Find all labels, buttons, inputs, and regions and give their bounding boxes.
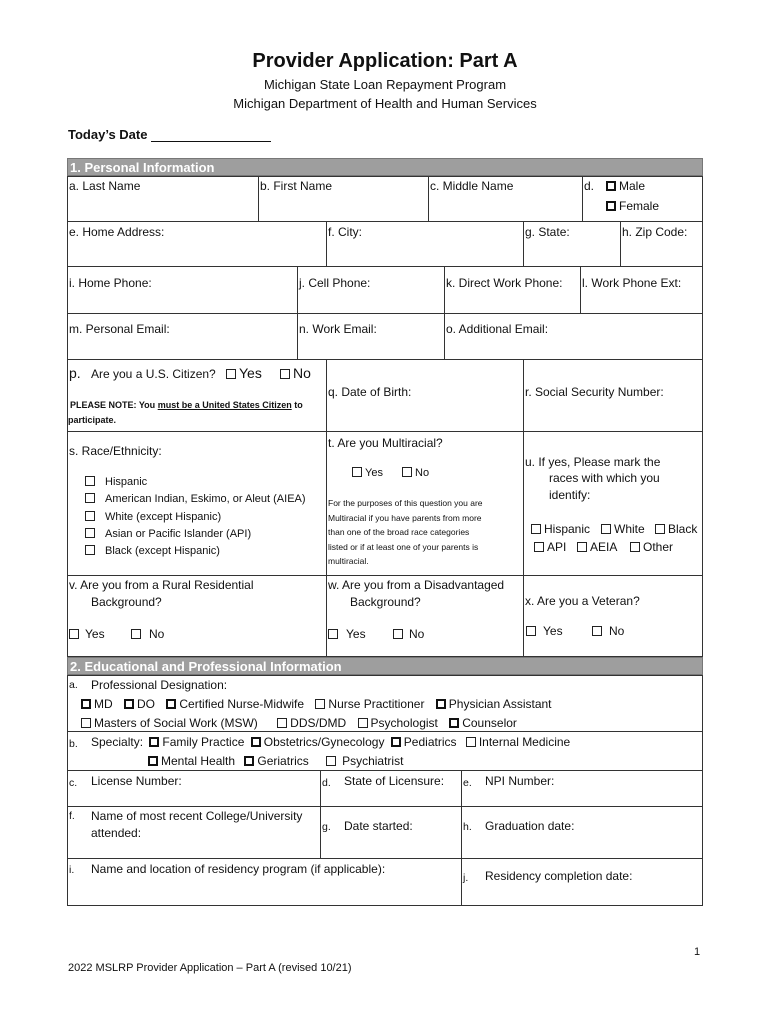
middle-name-field[interactable]: c. Middle Name [428,176,583,222]
designation-psychologist-option[interactable]: Psychologist [358,716,438,730]
race-hispanic-option[interactable]: Hispanic [85,476,147,488]
state-of-licensure-field[interactable]: d. State of Licensure: [320,770,462,807]
female-checkbox[interactable] [606,201,616,211]
veteran-field: x. Are you a Veteran? Yes No [523,575,703,657]
veteran-no-option[interactable]: No [592,624,624,638]
designation-do-option[interactable]: DO [124,697,155,711]
todays-date-label: Today’s Date [68,127,148,142]
male-option[interactable]: Male [606,179,645,193]
specialty-obgyn-option[interactable]: Obstetrics/Gynecology [251,735,385,749]
todays-date-blank[interactable] [151,129,271,142]
first-name-field[interactable]: b. First Name [258,176,429,222]
cell-phone-field[interactable]: j. Cell Phone: [297,266,445,314]
designation-dds-option[interactable]: DDS/DMD [277,716,346,730]
zip-code-field[interactable]: h. Zip Code: [620,221,703,267]
race-white-option[interactable]: White (except Hispanic) [85,511,221,523]
designation-cnm-option[interactable]: Certified Nurse-Midwife [166,697,304,711]
male-checkbox[interactable] [606,181,616,191]
page-title: Provider Application: Part A [252,50,518,72]
multiracial-yes-option[interactable]: Yes [352,467,383,479]
designation-np-option[interactable]: Nurse Practitioner [315,697,424,711]
page-number: 1 [694,946,701,958]
npi-number-field[interactable]: e. NPI Number: [461,770,703,807]
college-field[interactable]: f. Name of most recent College/University attended: [67,806,321,859]
gender-field: d. Male Female [582,176,703,222]
specialty-geriatrics-option[interactable]: Geriatrics [244,754,308,768]
identify-races-field: u. If yes, Please mark the races with which you identify: Hispanic White Black API AEIA Other [523,431,703,576]
designation-msw-option[interactable]: Masters of Social Work (MSW) [81,716,258,730]
rural-background-field: v. Are you from a Rural Residential Background? Yes No [67,575,327,657]
identify-api-option[interactable]: API [534,540,566,554]
license-number-field[interactable]: c. License Number: [67,770,321,807]
citizen-no-checkbox[interactable] [280,369,290,379]
program-name: Michigan State Loan Repayment Program [263,77,507,92]
race-api-option[interactable]: Asian or Pacific Islander (API) [85,528,251,540]
citizen-yes-checkbox[interactable] [226,369,236,379]
veteran-yes-option[interactable]: Yes [526,624,563,638]
identify-aeia-option[interactable]: AEIA [577,540,617,554]
department-name: Michigan Department of Health and Human Services [233,96,537,111]
todays-date-field[interactable] [68,127,271,142]
section-2-heading: 2. Educational and Professional Information [67,657,703,675]
graduation-date-field[interactable]: h. Graduation date: [461,806,703,859]
specialty-field: b. Specialty: Family Practice Obstetrics/Gynecology Pediatrics Internal Medicine Mental Health Geriatrics Psychiatrist [67,731,703,771]
multiracial-no-option[interactable]: No [402,467,429,479]
date-of-birth-field[interactable]: q. Date of Birth: [326,359,524,432]
specialty-pediatrics-option[interactable]: Pediatrics [391,735,457,749]
state-field[interactable]: g. State: [523,221,621,267]
race-black-option[interactable]: Black (except Hispanic) [85,545,220,557]
city-field[interactable]: f. City: [326,221,524,267]
designation-md-option[interactable]: MD [81,697,113,711]
disadvantaged-background-field: w. Are you from a Disadvantaged Background? Yes No [326,575,524,657]
ssn-field[interactable]: r. Social Security Number: [523,359,703,432]
identify-black-option[interactable]: Black [655,522,697,536]
disadvantaged-no-option[interactable]: No [393,627,424,641]
race-ethnicity-field: s. Race/Ethnicity: Hispanic American Indian, Eskimo, or Aleut (AIEA) White (except Hispanic) Asian or Pacific Islander (API) Black (except Hispanic) [67,431,327,576]
us-citizen-field: p. Are you a U.S. Citizen? Yes No PLEASE NOTE: You must be a United States Citizen to participate. [67,359,327,432]
home-address-field[interactable]: e. Home Address: [67,221,327,267]
specialty-internal-medicine-option[interactable]: Internal Medicine [466,735,570,749]
citizen-note: PLEASE NOTE: You must be a United States Citizen to [70,400,303,410]
designation-pa-option[interactable]: Physician Assistant [436,697,552,711]
direct-work-phone-field[interactable]: k. Direct Work Phone: [444,266,581,314]
last-name-field[interactable]: a. Last Name [67,176,259,222]
designation-counselor-option[interactable]: Counselor [449,716,517,730]
rural-yes-option[interactable]: Yes [69,627,105,641]
female-option[interactable]: Female [606,199,659,213]
citizen-no-option[interactable]: No [280,365,311,381]
additional-email-field[interactable]: o. Additional Email: [444,313,703,360]
rural-no-option[interactable]: No [131,627,164,641]
residency-program-field[interactable]: i. Name and location of residency program (if applicable): [67,858,462,906]
identify-other-option[interactable]: Other [630,540,673,554]
disadvantaged-yes-option[interactable]: Yes [328,627,366,641]
identify-hispanic-option[interactable]: Hispanic [531,522,590,536]
work-email-field[interactable]: n. Work Email: [297,313,445,360]
section-1-heading: 1. Personal Information [67,158,703,176]
specialty-psychiatrist-option[interactable]: Psychiatrist [326,754,403,768]
work-phone-ext-field[interactable]: l. Work Phone Ext: [580,266,703,314]
date-started-field[interactable]: g. Date started: [320,806,462,859]
specialty-mental-health-option[interactable]: Mental Health [148,754,235,768]
multiracial-field: t. Are you Multiracial? Yes No For the purposes of this question you are Multiracial if you have parents from more than one of the broad race categories listed or if at least one of your parents is multiracial. [326,431,524,576]
home-phone-field[interactable]: i. Home Phone: [67,266,298,314]
footer-text: 2022 MSLRP Provider Application – Part A (revised 10/21) [68,962,352,974]
professional-designation-field: a. Professional Designation: MD DO Certified Nurse-Midwife Nurse Practitioner Physician Assistant Masters of Social Work (MSW) DDS/DMD Psychologist Counselor [67,675,703,732]
identify-white-option[interactable]: White [601,522,645,536]
specialty-family-practice-option[interactable]: Family Practice [149,735,244,749]
citizen-yes-option[interactable]: Yes [226,365,262,381]
personal-email-field[interactable]: m. Personal Email: [67,313,298,360]
race-aiea-option[interactable]: American Indian, Eskimo, or Aleut (AIEA) [85,493,306,505]
residency-completion-field[interactable]: j. Residency completion date: [461,858,703,906]
